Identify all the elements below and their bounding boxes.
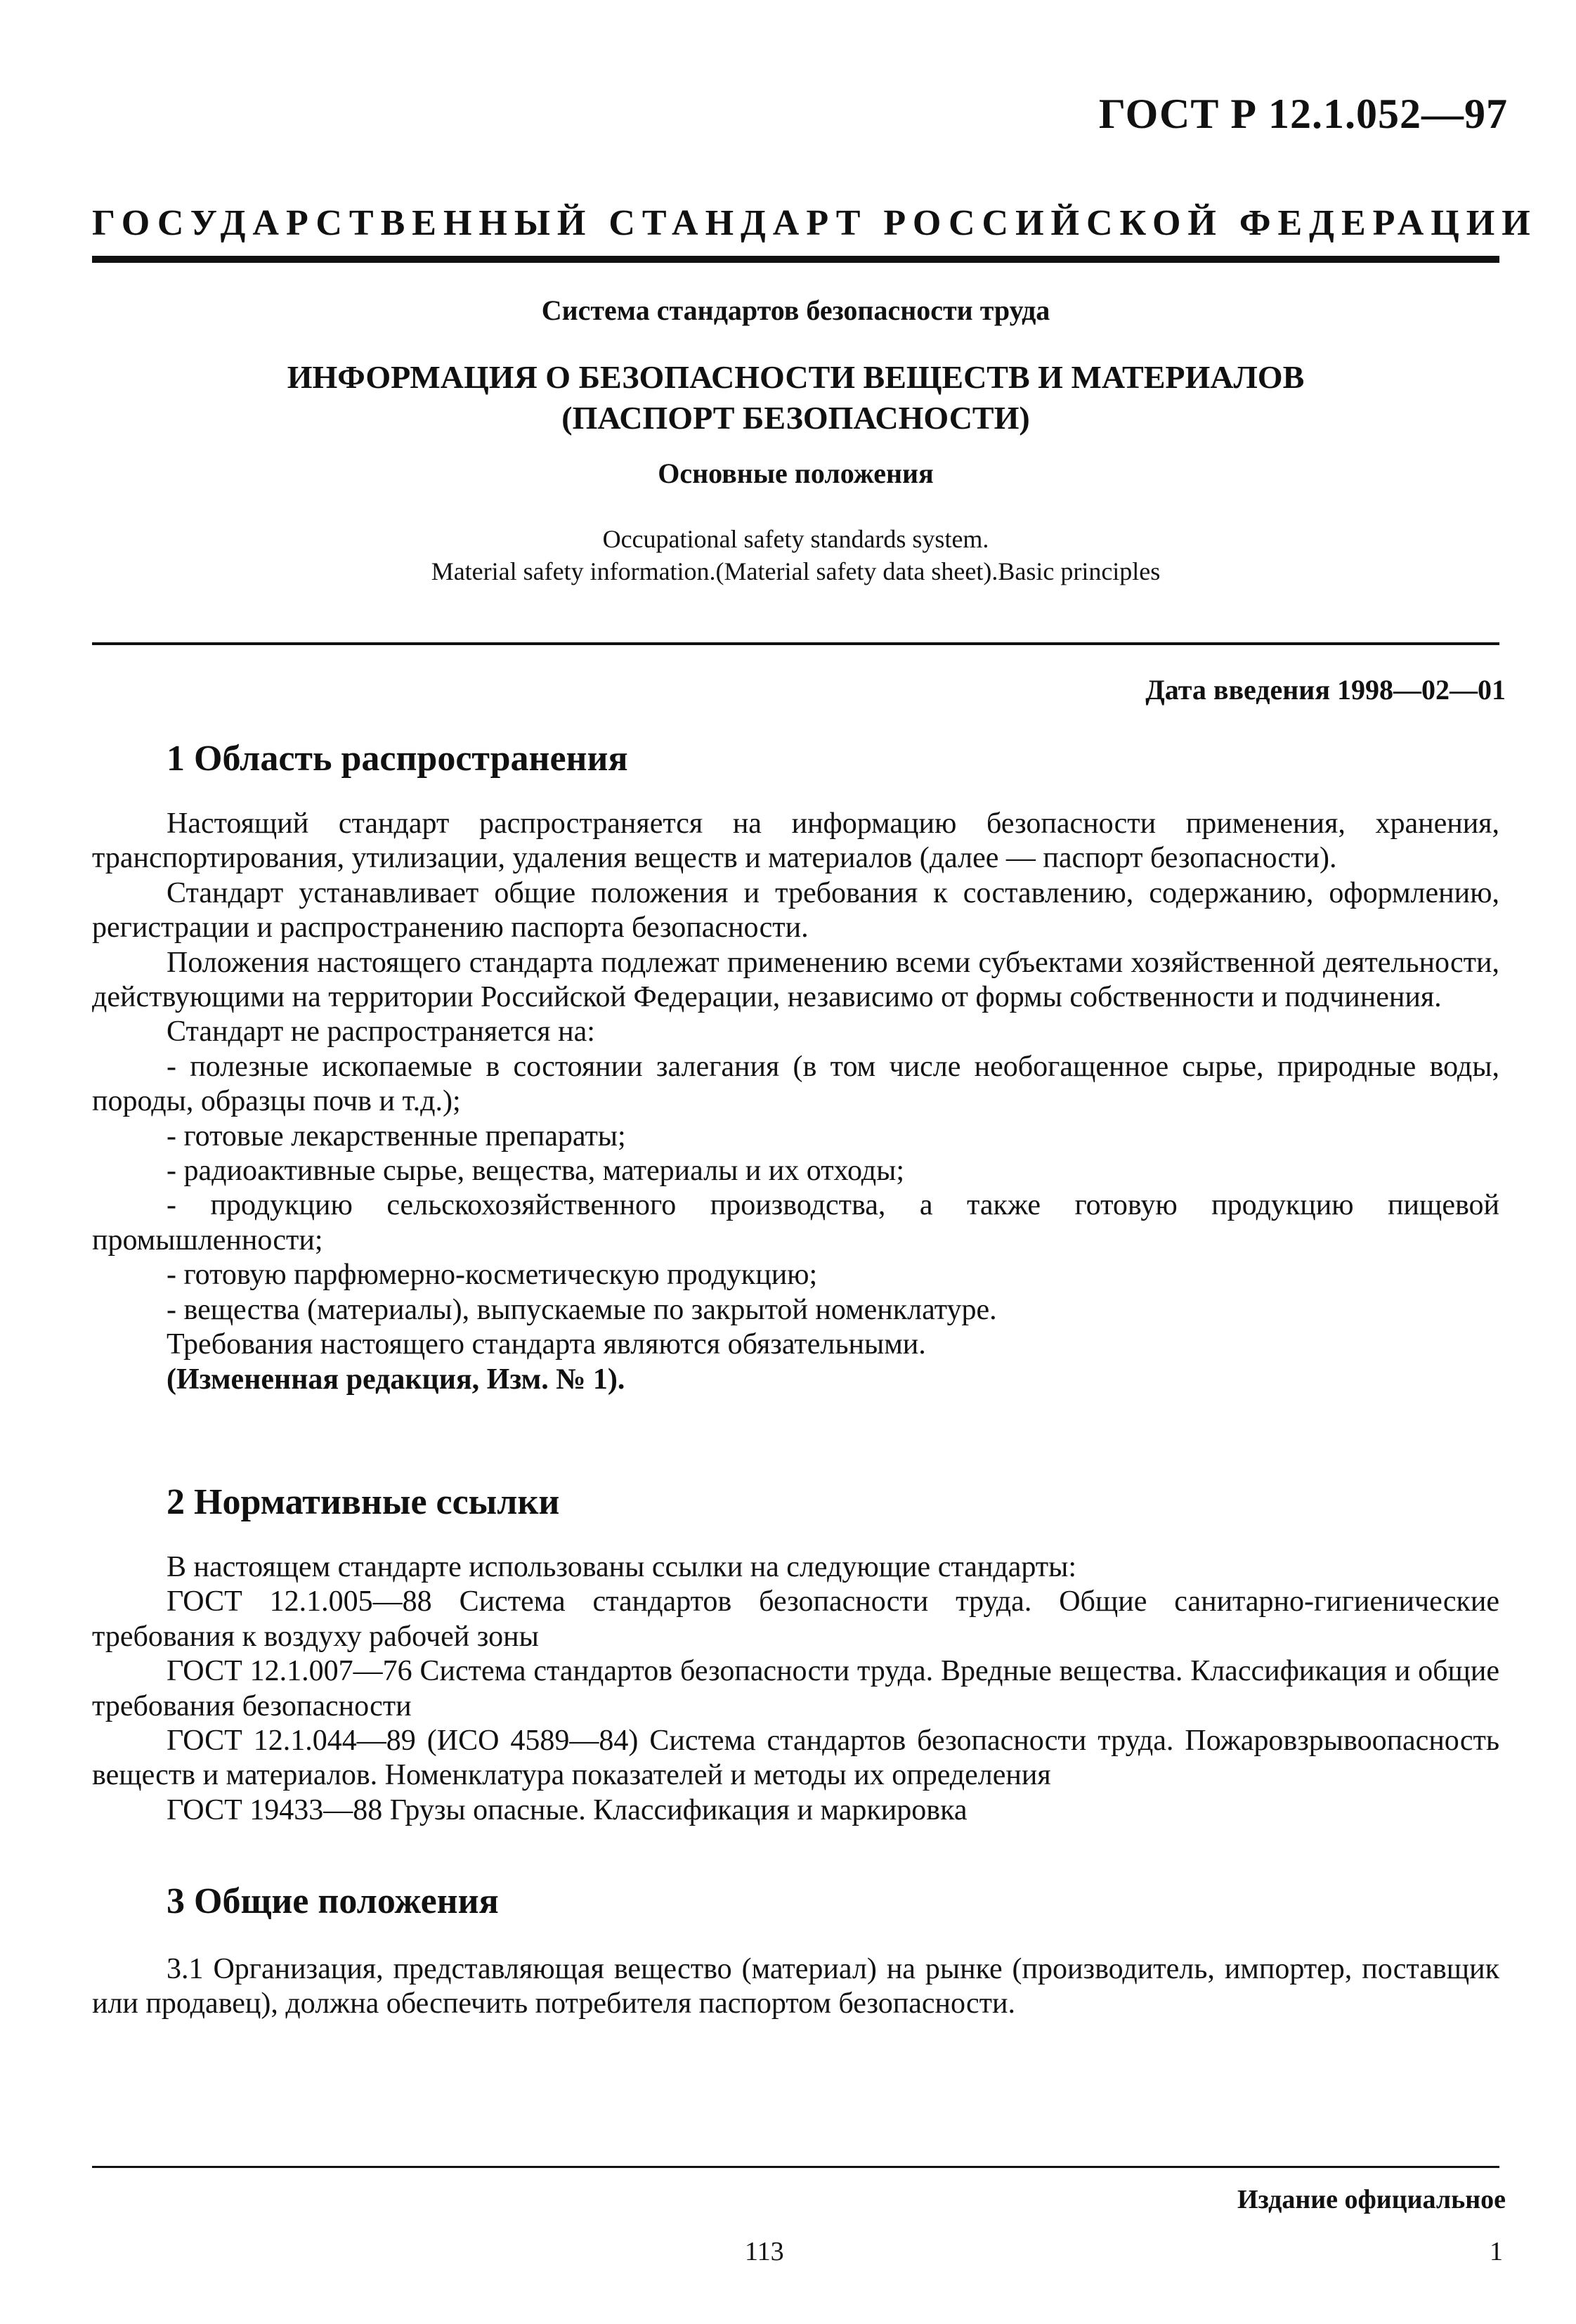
paragraph: 3.1 Организация, представляющая вещество (материал) на рынке (производитель, импортер, поставщик или продавец), должна обеспечить потребителя паспортом безопасности. xyxy=(92,1953,1499,2020)
section-3-heading: 3 Общие положения xyxy=(167,1881,499,1921)
official-edition-label: Издание официальное xyxy=(1237,2185,1506,2214)
section-3-body xyxy=(92,1952,1499,2022)
amendment-note: (Измененная редакция, Изм. № 1). xyxy=(167,1363,625,1396)
header-rule xyxy=(92,256,1499,263)
paragraph: В настоящем стандарте использованы ссылки на следующие стандарты: xyxy=(167,1551,1077,1583)
section-2-body xyxy=(92,1550,1499,1828)
document-code: ГОСТ Р 12.1.052—97 xyxy=(1098,91,1508,137)
list-item: - готовую парфюмерно-косметическую продукцию; xyxy=(167,1259,818,1292)
title-line-1: ИНФОРМАЦИЯ О БЕЗОПАСНОСТИ ВЕЩЕСТВ И МАТЕРИАЛОВ xyxy=(287,359,1305,395)
state-standard-title: ГОСУДАРСТВЕННЫЙ СТАНДАРТ РОССИЙСКОЙ ФЕДЕРАЦИИ xyxy=(92,203,1537,243)
list-item: - готовые лекарственные препараты; xyxy=(167,1119,626,1153)
section-1-body xyxy=(92,807,1499,1397)
english-title-line-1: Occupational safety standards system. xyxy=(602,525,989,553)
standard-series: Система стандартов безопасности труда xyxy=(541,294,1050,326)
title-block-rule xyxy=(92,642,1499,645)
reference-item: ГОСТ 12.1.005—88 Система стандартов безопасности труда. Общие санитарно-гигиенические требования к воздуху рабочей зоны xyxy=(92,1585,1499,1653)
list-item: - полезные ископаемые в состоянии залегания (в том числе необогащенное сырье, природные воды, породы, образцы почв и т.д.); xyxy=(92,1050,1499,1118)
section-1-heading: 1 Область распространения xyxy=(167,739,628,779)
title-line-2: (ПАСПОРТ БЕЗОПАСНОСТИ) xyxy=(561,400,1030,436)
sheet-number: 1 xyxy=(1490,2237,1503,2266)
paragraph: Требования настоящего стандарта являются обязательными. xyxy=(167,1328,926,1361)
english-title xyxy=(92,523,1499,588)
list-item: - продукцию сельскохозяйственного производства, а также готовую продукцию пищевой промышленности; xyxy=(92,1189,1499,1257)
list-item: - радиоактивные сырье, вещества, материалы и их отходы; xyxy=(167,1155,904,1188)
paragraph: Положения настоящего стандарта подлежат применению всеми субъектами хозяйственной деятельности, действующими на территории Российской Федерации, независимо от формы собственности и подчинения. xyxy=(92,946,1499,1014)
reference-item: ГОСТ 12.1.044—89 (ИСО 4589—84) Система стандартов безопасности труда. Пожаровзрывоопасность веществ и материалов. Номенклатура показателей и методы их определения xyxy=(92,1725,1499,1792)
document-title xyxy=(92,357,1499,439)
page-number: 113 xyxy=(745,2237,784,2266)
reference-item: ГОСТ 19433—88 Грузы опасные. Классификация и маркировка xyxy=(167,1793,968,1826)
introduction-date: Дата введения 1998—02—01 xyxy=(1145,674,1506,706)
reference-item: ГОСТ 12.1.007—76 Система стандартов безопасности труда. Вредные вещества. Классификация и общие требования безопасности xyxy=(92,1655,1499,1722)
paragraph: Настоящий стандарт распространяется на информацию безопасности применения, хранения, транспортирования, утилизации, удаления веществ и материалов (далее — паспорт безопасности). xyxy=(92,807,1499,875)
list-item: - вещества (материалы), выпускаемые по закрытой номенклатуре. xyxy=(167,1293,997,1326)
footer-rule xyxy=(92,2166,1499,2168)
paragraph: Стандарт устанавливает общие положения и требования к составлению, содержанию, оформлению, регистрации и распространению паспорта безопасности. xyxy=(92,876,1499,944)
paragraph: Стандарт не распространяется на: xyxy=(167,1015,595,1049)
english-title-line-2: Material safety information.(Material safety data sheet).Basic principles xyxy=(431,557,1161,585)
document-subtitle: Основные положения xyxy=(658,457,934,489)
section-2-heading: 2 Нормативные ссылки xyxy=(167,1482,560,1522)
